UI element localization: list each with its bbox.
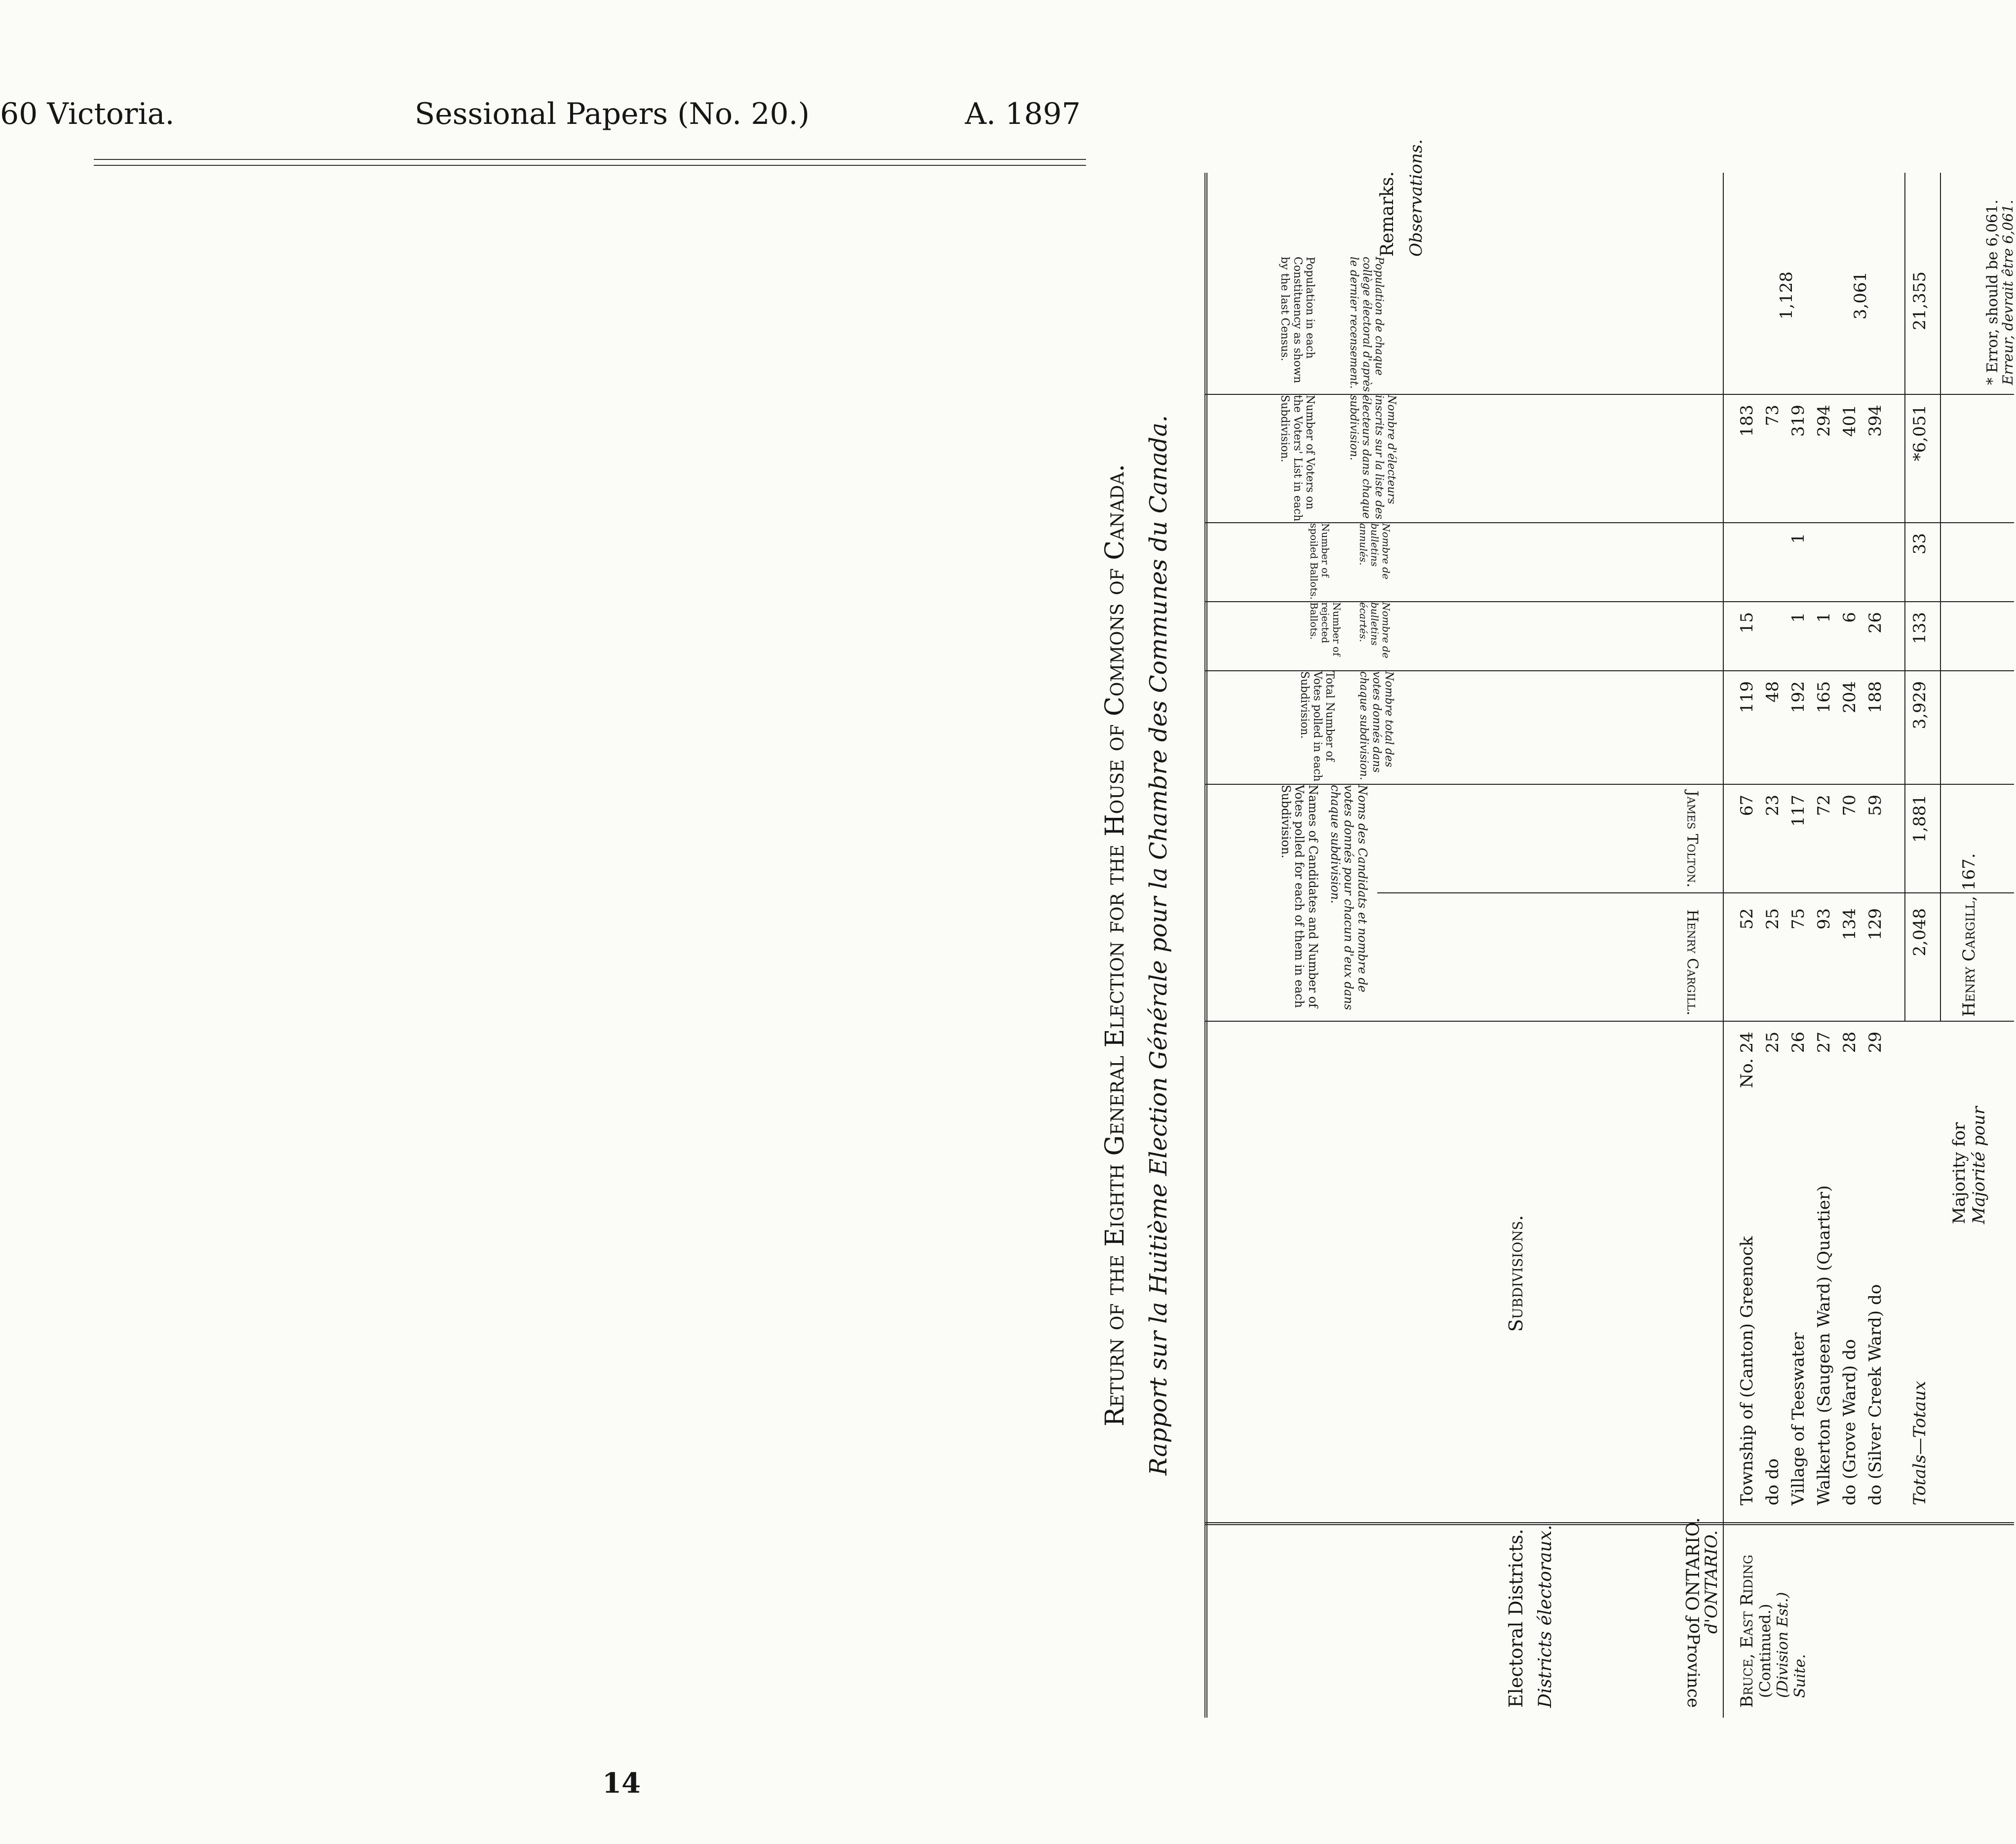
- cell-v-1: 117: [1788, 795, 1808, 827]
- cell-v-0: 25: [1763, 908, 1783, 930]
- cell-total: 204: [1840, 681, 1860, 713]
- district-line: Suite.: [1791, 1654, 1809, 1698]
- cell-voters: 73: [1763, 405, 1783, 426]
- cell-total: 192: [1788, 681, 1808, 713]
- cell-spoiled: 1: [1788, 533, 1808, 544]
- header-rule: [94, 165, 1086, 166]
- heading-candidates: Names of Candidates and Number of Votes polled for each of them in each Subdivision.: [1279, 785, 1320, 1008]
- subdivision-name: do (Silver Creek Ward) do: [1865, 1284, 1885, 1505]
- rule-population: [1204, 394, 2014, 395]
- cell-v-0: 129: [1865, 908, 1885, 940]
- totals-cand: 2,048: [1910, 908, 1930, 957]
- district-line: (Division Est.): [1774, 1592, 1791, 1698]
- totals-voters: *6,051: [1910, 405, 1930, 461]
- district-name: Bruce, East Riding: [1737, 1554, 1757, 1708]
- heading-subdivisions: Subdivisions.: [1505, 1215, 1527, 1332]
- cell-rejected: 6: [1840, 612, 1860, 623]
- header-right: A. 1897: [965, 97, 1081, 131]
- subdivision-number: 27: [1814, 1032, 1834, 1053]
- header-rule: [94, 159, 1086, 160]
- subdivision-name: do do: [1763, 1458, 1783, 1505]
- page-number: 14: [602, 1767, 641, 1800]
- province-fr: d'ONTARIO.: [1702, 1530, 1721, 1634]
- heading-remarks: Remarks.: [1377, 171, 1397, 257]
- heading-voters: Number of Voters on the Voters' List in each Subdivision.: [1279, 395, 1316, 522]
- province-label: Province: [1683, 1633, 1704, 1708]
- majority-label-en: Majority for: [1949, 1122, 1969, 1224]
- heading-total-fr: Nombre total des votes donnés dans chaque subdivision.: [1357, 671, 1395, 780]
- subdivision-name: Walkerton (Saugeen Ward) (Quartier): [1814, 1185, 1834, 1505]
- totals-spoiled: 33: [1910, 533, 1930, 555]
- totals-population: 21,355: [1910, 271, 1930, 330]
- remark-en: * Error, should be 6,061.: [1984, 199, 2001, 385]
- subdivision-number: 28: [1840, 1032, 1860, 1053]
- candidate-name: Henry Cargill.: [1683, 909, 1701, 1016]
- majority-label-fr: Majorité pour: [1969, 1106, 1989, 1224]
- subdivision-number: No. 24: [1737, 1032, 1757, 1088]
- heading-districts-fr: Districts électoraux.: [1535, 1525, 1555, 1708]
- cell-v-1: 23: [1763, 795, 1783, 816]
- heading-spoiled-fr: Nombre de bulletins annulés.: [1357, 523, 1392, 579]
- subdivision-number: 25: [1763, 1032, 1783, 1053]
- subdivision-name: Township of (Canton) Greenock: [1737, 1236, 1757, 1505]
- heading-population: Population in each Constituency as shown by the last Census.: [1279, 257, 1316, 384]
- cell-rejected: 1: [1788, 612, 1808, 623]
- rule-districts: [1204, 1522, 2014, 1525]
- remark-fr: Erreur, devrait être 6,061.: [2000, 199, 2016, 385]
- majority-text: Henry Cargill, 167.: [1959, 853, 1979, 1017]
- cell-voters: 394: [1865, 405, 1885, 437]
- cell-voters: 294: [1814, 405, 1834, 437]
- cell-rejected: 15: [1737, 612, 1757, 634]
- rule-subdivisions: [1204, 1021, 2014, 1022]
- heading-population-fr: Population de chaque collège électoral d'après le dernier recensement.: [1348, 257, 1385, 392]
- title-english: Return of the Eighth General Election for the House of Commons of Canada.: [1100, 464, 1130, 1426]
- heading-districts: Electoral Districts.: [1505, 1529, 1527, 1708]
- heading-rejected-fr: Nombre de bulletins écartés.: [1357, 602, 1392, 658]
- subdivision-name: Village of Teeswater: [1788, 1332, 1808, 1505]
- heading-spoiled: Number of spoiled Ballots.: [1308, 523, 1331, 600]
- population-part: 1,128: [1777, 271, 1796, 320]
- cell-v-0: 75: [1788, 908, 1808, 930]
- subdivision-number: 26: [1788, 1032, 1808, 1053]
- header-bottom-rule: [1723, 173, 1724, 1718]
- rotated-election-table: [1100, 139, 2016, 1718]
- heading-candidates-fr: Noms des Candidats et nombre de votes donnés pour chacun d'eux dans chaque subdivision.: [1328, 785, 1369, 1010]
- province-en: of ONTARIO.: [1683, 1517, 1704, 1634]
- cell-total: 165: [1814, 681, 1834, 713]
- cell-v-0: 93: [1814, 908, 1834, 930]
- cell-v-1: 67: [1737, 795, 1757, 816]
- totals-rule-lower: [1940, 173, 1941, 1022]
- cell-voters: 183: [1737, 405, 1757, 437]
- cell-v-1: 59: [1865, 795, 1885, 816]
- totals-rule: [1904, 173, 1905, 1022]
- totals-cand: 1,881: [1910, 795, 1930, 843]
- cell-rejected: 1: [1814, 612, 1834, 623]
- totals-total: 3,929: [1910, 681, 1930, 730]
- cell-total: 119: [1737, 681, 1757, 713]
- totals-rejected: 133: [1910, 612, 1930, 644]
- cell-v-1: 70: [1840, 795, 1860, 816]
- cell-voters: 319: [1788, 405, 1808, 437]
- cell-voters: 401: [1840, 405, 1860, 437]
- header-center: Sessional Papers (No. 20.): [415, 97, 810, 131]
- heading-total: Total Number of Votes polled in each Subdivision.: [1298, 671, 1336, 782]
- cell-rejected: 26: [1865, 612, 1885, 634]
- candidate-name: James Tolton.: [1683, 790, 1701, 888]
- cell-v-1: 72: [1814, 795, 1834, 816]
- population-part: 3,061: [1851, 271, 1870, 320]
- cell-total: 48: [1763, 681, 1783, 703]
- totals-label: Totals—Totaux: [1910, 1381, 1930, 1505]
- heading-rejected: Number of rejected Ballots.: [1308, 602, 1343, 656]
- header-left: 60 Victoria.: [0, 97, 175, 131]
- heading-voters-fr: Nombre d'électeurs inscrits sur la liste des électeurs dans chaque subdivision.: [1348, 395, 1398, 520]
- table-top-rule: [1204, 173, 1207, 1718]
- subdivision-number: 29: [1865, 1032, 1885, 1053]
- district-line: (Continued.): [1757, 1604, 1774, 1698]
- title-french: Rapport sur la Huitième Election Générale pour la Chambre des Communes du Canada.: [1145, 415, 1172, 1476]
- heading-remarks-fr: Observations.: [1406, 139, 1426, 257]
- subdivision-name: do (Grove Ward) do: [1840, 1339, 1860, 1505]
- cell-v-0: 52: [1737, 908, 1757, 930]
- cell-total: 188: [1865, 681, 1885, 713]
- cell-v-0: 134: [1840, 908, 1860, 940]
